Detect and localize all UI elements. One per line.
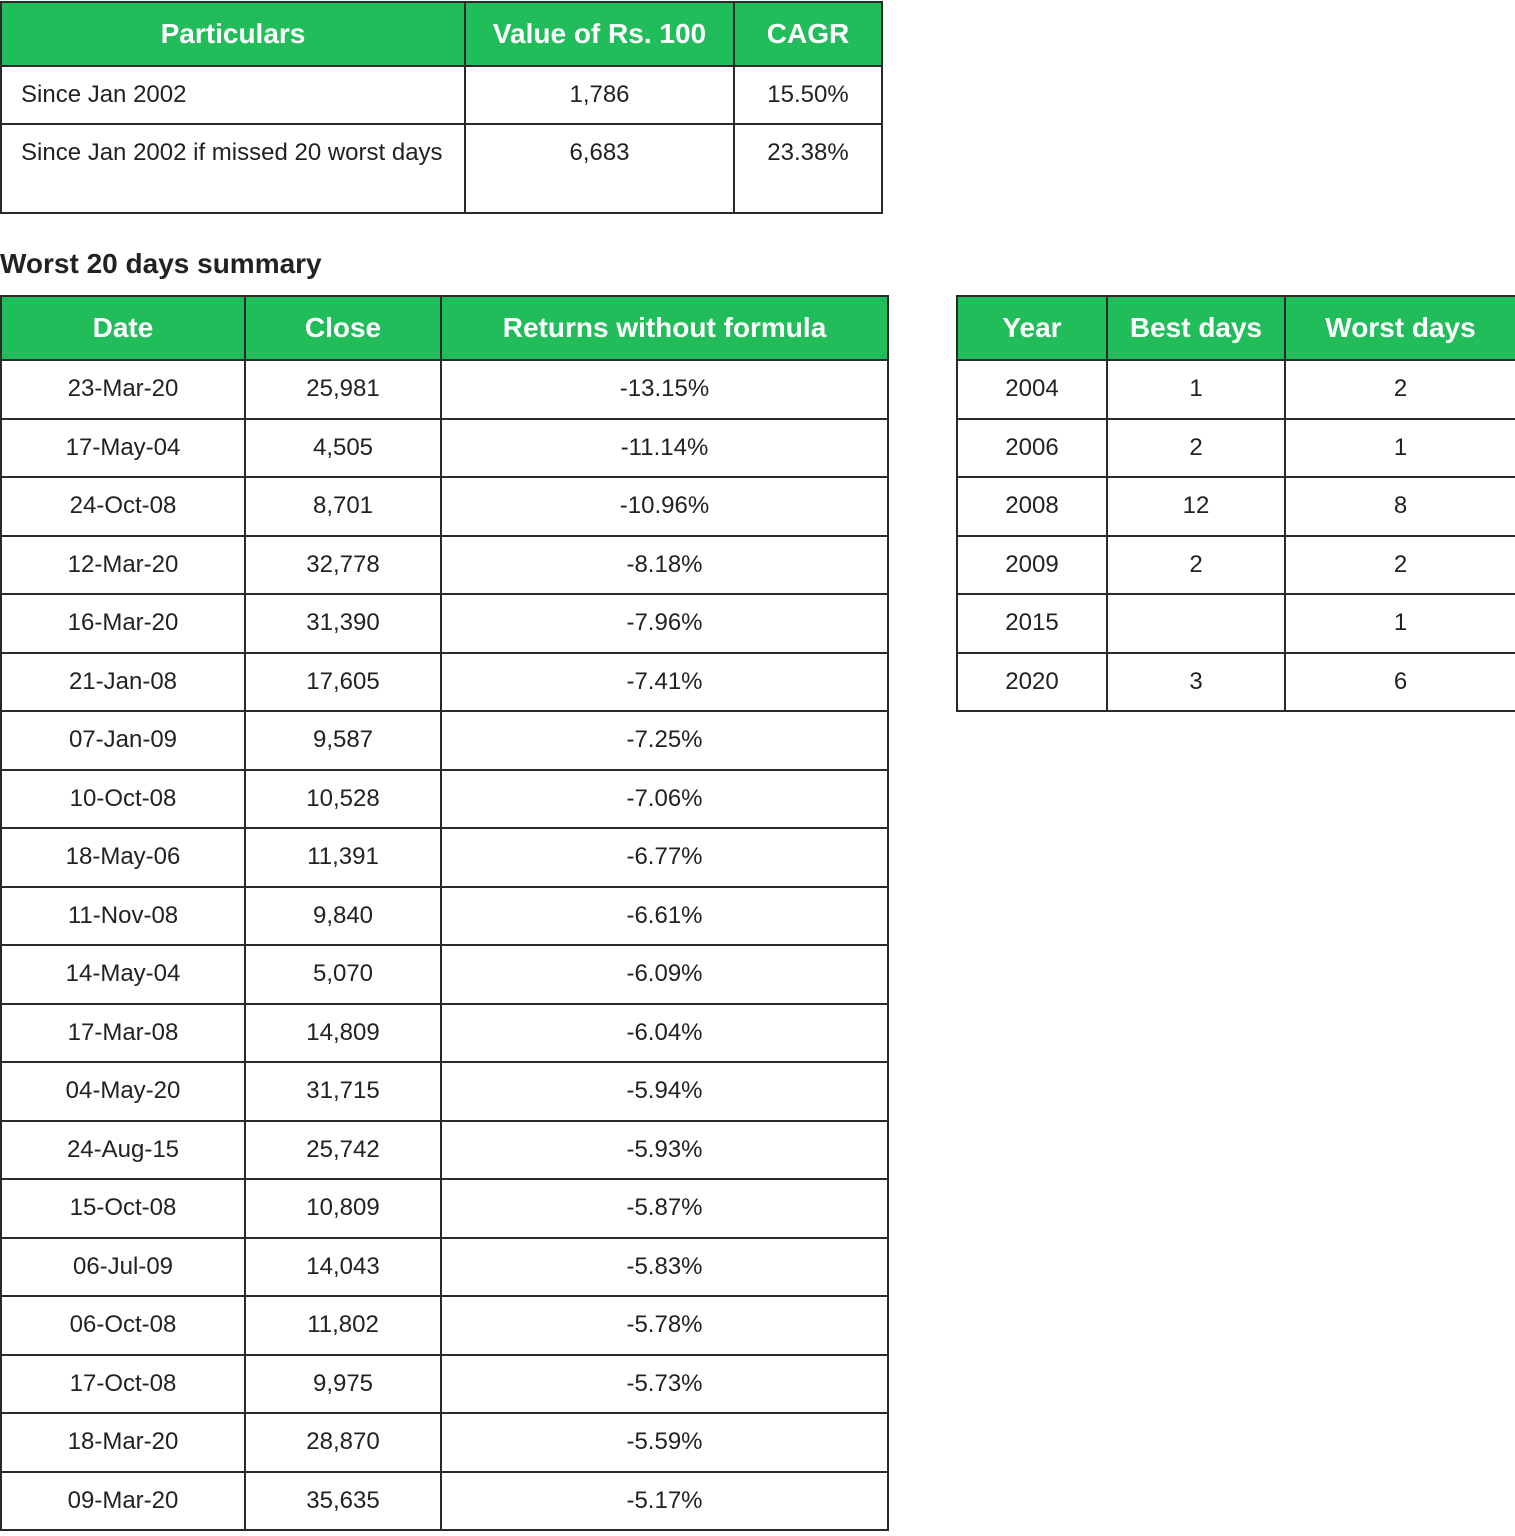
return-cell: -7.06%	[441, 770, 888, 829]
close-cell: 11,391	[245, 828, 441, 887]
summary-header-row	[1, 2, 882, 66]
close-cell: 8,701	[245, 477, 441, 536]
table-row	[957, 653, 1515, 712]
table-row	[957, 594, 1515, 653]
table-row	[957, 477, 1515, 536]
close-cell: 11,802	[245, 1296, 441, 1355]
summary-row	[1, 124, 882, 213]
year-cell: 2020	[957, 653, 1107, 712]
worst-header-close: Close	[245, 296, 441, 360]
date-cell: 14-May-04	[1, 945, 245, 1004]
worst-days-cell: 2	[1285, 536, 1515, 595]
table-row	[1, 1472, 888, 1531]
date-cell: 07-Jan-09	[1, 711, 245, 770]
table-row	[1, 1179, 888, 1238]
return-cell: -6.77%	[441, 828, 888, 887]
best-days-cell	[1107, 594, 1285, 653]
table-row	[957, 419, 1515, 478]
worst-days-cell: 1	[1285, 594, 1515, 653]
table-row	[1, 419, 888, 478]
close-cell: 9,975	[245, 1355, 441, 1414]
date-cell: 10-Oct-08	[1, 770, 245, 829]
table-row	[1, 711, 888, 770]
return-cell: -6.61%	[441, 887, 888, 946]
worst-header-returns: Returns without formula	[441, 296, 888, 360]
best-days-cell: 2	[1107, 419, 1285, 478]
close-cell: 10,528	[245, 770, 441, 829]
close-cell: 9,840	[245, 887, 441, 946]
summary-value: 1,786	[465, 66, 734, 124]
year-header-year: Year	[957, 296, 1107, 360]
year-cell: 2009	[957, 536, 1107, 595]
summary-row	[1, 66, 882, 124]
close-cell: 17,605	[245, 653, 441, 712]
year-header-best: Best days	[1107, 296, 1285, 360]
return-cell: -11.14%	[441, 419, 888, 478]
return-cell: -5.94%	[441, 1062, 888, 1121]
return-cell: -10.96%	[441, 477, 888, 536]
table-row	[1, 594, 888, 653]
table-row	[1, 1238, 888, 1297]
return-cell: -13.15%	[441, 360, 888, 419]
return-cell: -7.41%	[441, 653, 888, 712]
table-row	[1, 1413, 888, 1472]
table-row	[1, 1004, 888, 1063]
year-cell: 2006	[957, 419, 1107, 478]
date-cell: 17-Mar-08	[1, 1004, 245, 1063]
table-row	[1, 1062, 888, 1121]
table-row	[1, 1121, 888, 1180]
summary-header-value: Value of Rs. 100	[465, 2, 734, 66]
summary-particular: Since Jan 2002 if missed 20 worst days	[1, 124, 465, 213]
date-cell: 21-Jan-08	[1, 653, 245, 712]
return-cell: -5.73%	[441, 1355, 888, 1414]
date-cell: 11-Nov-08	[1, 887, 245, 946]
year-header-row	[957, 296, 1515, 360]
worst-days-heading: Worst 20 days summary	[0, 248, 322, 279]
summary-cagr: 15.50%	[734, 66, 882, 124]
year-header-worst: Worst days	[1285, 296, 1515, 360]
date-cell: 04-May-20	[1, 1062, 245, 1121]
worst-days-cell: 6	[1285, 653, 1515, 712]
year-cell: 2015	[957, 594, 1107, 653]
best-days-cell: 3	[1107, 653, 1285, 712]
date-cell: 06-Oct-08	[1, 1296, 245, 1355]
date-cell: 23-Mar-20	[1, 360, 245, 419]
date-cell: 24-Oct-08	[1, 477, 245, 536]
table-row	[1, 1296, 888, 1355]
table-row	[1, 360, 888, 419]
close-cell: 25,742	[245, 1121, 441, 1180]
close-cell: 31,715	[245, 1062, 441, 1121]
worst-header-date: Date	[1, 296, 245, 360]
date-cell: 17-Oct-08	[1, 1355, 245, 1414]
date-cell: 18-May-06	[1, 828, 245, 887]
worst-header-row	[1, 296, 888, 360]
return-cell: -5.93%	[441, 1121, 888, 1180]
close-cell: 4,505	[245, 419, 441, 478]
date-cell: 12-Mar-20	[1, 536, 245, 595]
summary-table	[0, 1, 883, 214]
table-row	[957, 360, 1515, 419]
table-row	[1, 536, 888, 595]
worst-days-table	[0, 295, 889, 1531]
close-cell: 9,587	[245, 711, 441, 770]
close-cell: 10,809	[245, 1179, 441, 1238]
close-cell: 25,981	[245, 360, 441, 419]
date-cell: 15-Oct-08	[1, 1179, 245, 1238]
year-cell: 2008	[957, 477, 1107, 536]
return-cell: -7.25%	[441, 711, 888, 770]
return-cell: -6.09%	[441, 945, 888, 1004]
return-cell: -5.87%	[441, 1179, 888, 1238]
table-row	[1, 653, 888, 712]
summary-header-cagr: CAGR	[734, 2, 882, 66]
return-cell: -7.96%	[441, 594, 888, 653]
return-cell: -8.18%	[441, 536, 888, 595]
table-row	[1, 770, 888, 829]
date-cell: 18-Mar-20	[1, 1413, 245, 1472]
best-days-cell: 12	[1107, 477, 1285, 536]
year-summary-table	[956, 295, 1515, 712]
return-cell: -6.04%	[441, 1004, 888, 1063]
worst-days-cell: 8	[1285, 477, 1515, 536]
table-row	[957, 536, 1515, 595]
close-cell: 5,070	[245, 945, 441, 1004]
date-cell: 09-Mar-20	[1, 1472, 245, 1531]
close-cell: 14,043	[245, 1238, 441, 1297]
summary-particular: Since Jan 2002	[1, 66, 465, 124]
date-cell: 16-Mar-20	[1, 594, 245, 653]
close-cell: 14,809	[245, 1004, 441, 1063]
worst-days-cell: 1	[1285, 419, 1515, 478]
return-cell: -5.59%	[441, 1413, 888, 1472]
table-row	[1, 887, 888, 946]
table-row	[1, 477, 888, 536]
date-cell: 17-May-04	[1, 419, 245, 478]
return-cell: -5.83%	[441, 1238, 888, 1297]
date-cell: 06-Jul-09	[1, 1238, 245, 1297]
close-cell: 28,870	[245, 1413, 441, 1472]
close-cell: 35,635	[245, 1472, 441, 1531]
table-row	[1, 1355, 888, 1414]
close-cell: 32,778	[245, 536, 441, 595]
return-cell: -5.17%	[441, 1472, 888, 1531]
date-cell: 24-Aug-15	[1, 1121, 245, 1180]
worst-days-cell: 2	[1285, 360, 1515, 419]
best-days-cell: 1	[1107, 360, 1285, 419]
summary-header-particulars: Particulars	[1, 2, 465, 66]
best-days-cell: 2	[1107, 536, 1285, 595]
close-cell: 31,390	[245, 594, 441, 653]
table-row	[1, 945, 888, 1004]
table-row	[1, 828, 888, 887]
summary-value: 6,683	[465, 124, 734, 213]
year-cell: 2004	[957, 360, 1107, 419]
summary-cagr: 23.38%	[734, 124, 882, 213]
return-cell: -5.78%	[441, 1296, 888, 1355]
